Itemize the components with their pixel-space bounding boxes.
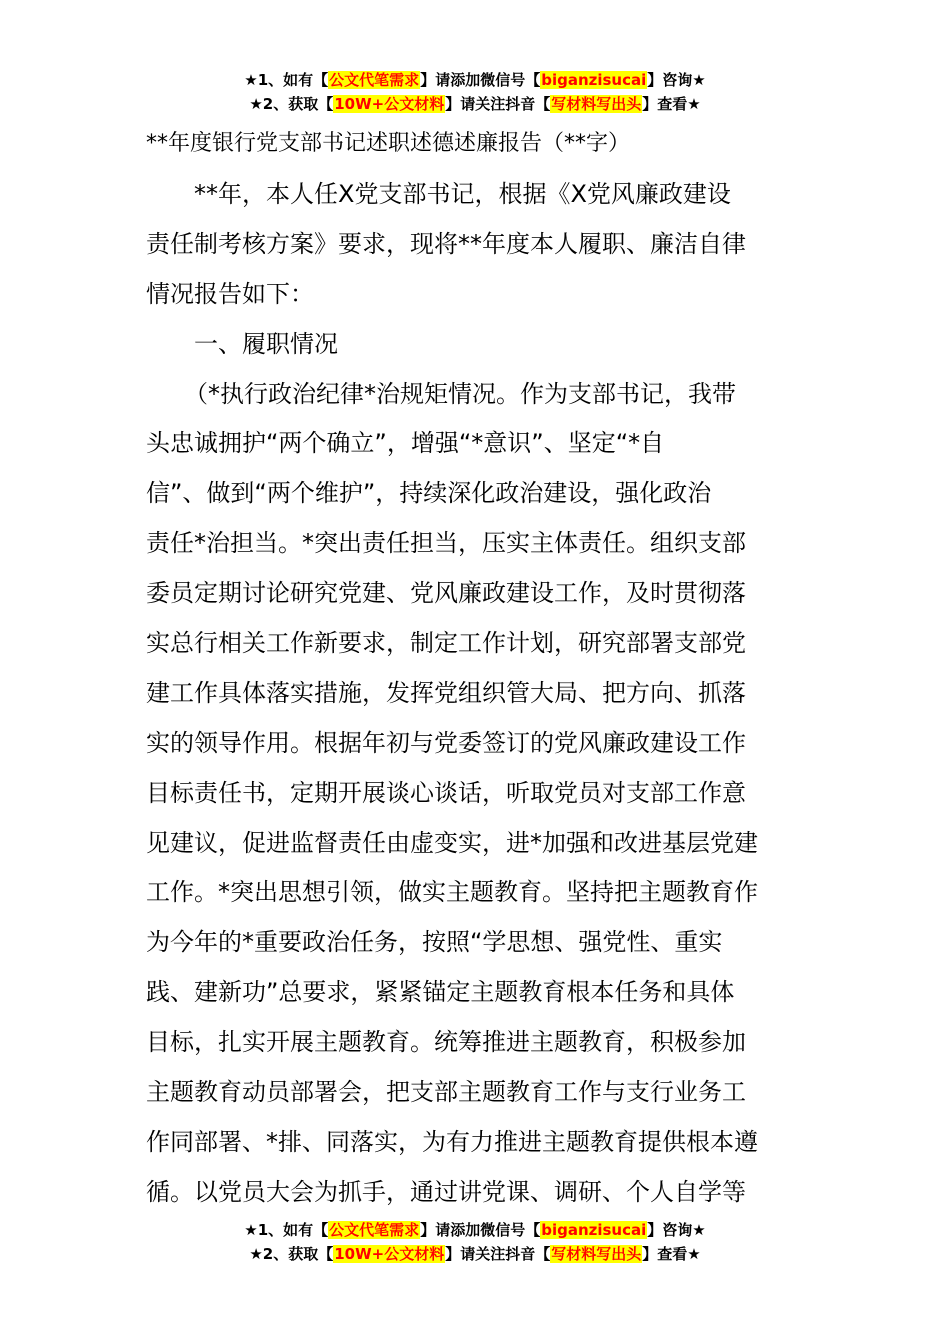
banner-line-1 <box>0 1218 950 1242</box>
body-line: 实的领导作用。根据年初与党委签订的党风廉政建设工作 <box>146 728 746 757</box>
banner-text: 】请关注抖音【 <box>445 95 551 113</box>
body-line: 为今年的*重要政治任务，按照“学思想、强党性、重实 <box>146 928 723 957</box>
banner-text: 】查看★ <box>642 95 701 113</box>
body-line: 循。以党员大会为抓手，通过讲党课、调研、个人自学等 <box>146 1177 746 1206</box>
body-line: （*执行政治纪律*治规矩情况。作为支部书记，我带 <box>184 379 736 408</box>
document-body <box>146 170 816 1218</box>
wechat-id: biganzisucai <box>541 71 647 89</box>
body-line: 责任制考核方案》要求，现将**年度本人履职、廉洁自律 <box>146 229 746 258</box>
body-line: **年，本人任Ⅹ党支部书记，根据《Ⅹ党风廉政建设 <box>194 180 731 208</box>
banner-text: 】咨询★ <box>647 1221 706 1239</box>
banner-text: ★2、获取【 <box>249 95 334 113</box>
banner-text: ★2、获取【 <box>249 1245 334 1263</box>
body-line: 委员定期讨论研究党建、党风廉政建设工作，及时贯彻落 <box>146 579 746 608</box>
footer-banner <box>0 1218 950 1266</box>
douyin-id: 写材料写出头 <box>551 95 642 113</box>
body-line: 信”、做到“两个维护”，持续深化政治建设，强化政治 <box>146 479 712 508</box>
highlight-text: 10W+公文材料 <box>334 1245 445 1263</box>
body-line: 作同部署、*排、同落实，为有力推进主题教育提供根本遵 <box>146 1127 758 1156</box>
highlight-text: 公文代笔需求 <box>329 1221 420 1239</box>
body-line: 情况报告如下： <box>146 279 314 308</box>
section-heading: 一、履职情况 <box>194 329 338 358</box>
highlight-text: 10W+公文材料 <box>334 95 445 113</box>
banner-line-1 <box>0 68 950 92</box>
banner-line-2 <box>0 92 950 116</box>
header-banner <box>0 68 950 116</box>
banner-text: 】请添加微信号【 <box>420 71 541 89</box>
body-line: 责任*治担当。*突出责任担当，压实主体责任。组织支部 <box>146 529 746 558</box>
body-line: 头忠诚拥护“两个确立”，增强“*意识”、坚定“*自 <box>146 429 665 458</box>
body-line: 践、建新功”总要求，紧紧锚定主题教育根本任务和具体 <box>146 978 735 1007</box>
body-line: 实总行相关工作新要求，制定工作计划，研究部署支部党 <box>146 629 746 658</box>
body-line: 建工作具体落实措施，发挥党组织管大局、把方向、抓落 <box>146 678 746 707</box>
body-line: 目标，扎实开展主题教育。统筹推进主题教育，积极参加 <box>146 1028 746 1057</box>
document-title: **年度银行党支部书记述职述德述廉报告（**字） <box>146 131 631 156</box>
body-line: 见建议，促进监督责任由虚变实，进*加强和改进基层党建 <box>146 828 758 857</box>
banner-text: 】查看★ <box>642 1245 701 1263</box>
douyin-id: 写材料写出头 <box>551 1245 642 1263</box>
body-line: 目标责任书，定期开展谈心谈话，听取党员对支部工作意 <box>146 778 746 807</box>
wechat-id: biganzisucai <box>541 1221 647 1239</box>
banner-text: ★1、如有【 <box>244 71 329 89</box>
banner-text: ★1、如有【 <box>244 1221 329 1239</box>
body-line: 工作。*突出思想引领，做实主题教育。坚持把主题教育作 <box>146 878 758 907</box>
banner-text: 】请添加微信号【 <box>420 1221 541 1239</box>
body-line: 主题教育动员部署会，把支部主题教育工作与支行业务工 <box>146 1078 746 1107</box>
banner-line-2 <box>0 1242 950 1266</box>
banner-text: 】请关注抖音【 <box>445 1245 551 1263</box>
banner-text: 】咨询★ <box>647 71 706 89</box>
highlight-text: 公文代笔需求 <box>329 71 420 89</box>
